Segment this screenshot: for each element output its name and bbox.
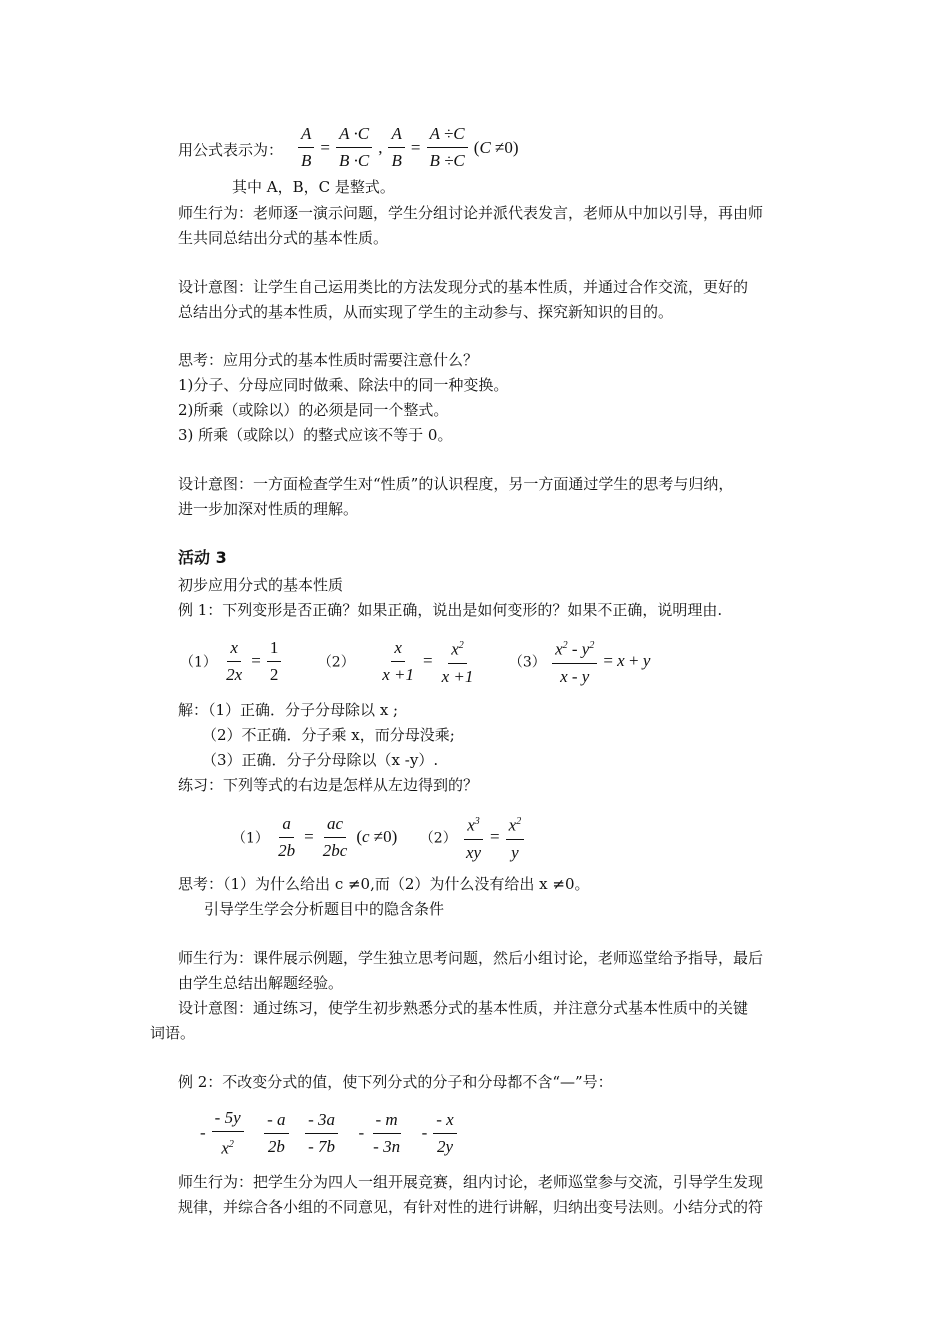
think-2-guide: 引导学生学会分析题目中的隐含条件 xyxy=(204,900,445,918)
think-point-3: 3) 所乘（或除以）的整式应该不等于 0。 xyxy=(178,426,453,444)
think-question: 思考：应用分式的基本性质时需要注意什么？ xyxy=(178,351,479,369)
paragraph-behavior-1-line1: 师生行为：老师逐一演示问题，学生分组讨论并派代表发言，老师从中加以引导，再由师 xyxy=(178,204,764,222)
example-1-prompt: 例 1：下列变形是否正确？如果正确，说出是如何变形的？如果不正确，说明理由. xyxy=(178,601,723,619)
think-point-2: 2)所乘（或除以）的必须是同一个整式。 xyxy=(178,401,449,419)
paragraph-behavior-3-line1: 师生行为：把学生分为四人一组开展竞赛，组内讨论，老师巡堂参与交流，引导学生发现 xyxy=(178,1173,764,1191)
paragraph-intent-3-line2: 词语。 xyxy=(150,1024,196,1042)
example-2-prompt: 例 2：不改变分式的值，使下列分式的分子和分母都不含“—”号： xyxy=(178,1073,613,1091)
example-1-label-1: （1） xyxy=(180,654,217,671)
paragraph-intent-1-line1: 设计意图：让学生自己运用类比的方法发现分式的基本性质，并通过合作交流，更好的 xyxy=(178,278,749,296)
activity-heading: 活动 3 xyxy=(178,548,227,567)
example-2-fractions: - $\frac{- 5y}{x^2}$ $\frac{- a}{2b}$ $\frac{- 3a}{- 7b}$ - $\frac{- m}{- 3n}$ - $\frac{- x}{2y}$ xyxy=(196,1108,459,1159)
solution-1: 解：（1）正确．分子分母除以 x ; xyxy=(178,701,399,719)
formula-intro: 用公式表示为： xyxy=(178,141,284,159)
solution-3: （3）正确．分子分母除以（x -y）. xyxy=(202,751,439,769)
example-1-label-2: （2） xyxy=(317,654,355,671)
paragraph-intent-2-line1: 设计意图：一方面检查学生对“性质”的认识程度，另一方面通过学生的思考与归纳， xyxy=(178,475,734,493)
think-2: 思考：（1）为什么给出 c ≠0,而（2）为什么没有给出 x ≠0。 xyxy=(178,875,590,893)
formula-note: 其中 A，B，C 是整式。 xyxy=(232,178,395,196)
example-1-formulas: （1） $\frac{x}{2x}$ = $\frac{1}{2}$ （2） $\frac{x}{x +1}$ = $\frac{x^2}{x +1}$ （3） $\frac{x^2 - y^2}{x - y}$ = x + y xyxy=(180,637,651,686)
example-1-label-3: （3） xyxy=(508,654,546,671)
think-point-1: 1)分子、分母应同时做乘、除法中的同一种变换。 xyxy=(178,376,509,394)
paragraph-intent-3-line1: 设计意图：通过练习，使学生初步熟悉分式的基本性质，并注意分式基本性质中的关键 xyxy=(178,999,749,1017)
practice-formulas: （1） $\frac{a}{2b}$ = $\frac{ac}{2bc}$ (c ≠0) （2） $\frac{x^3}{xy}$ = $\frac{x^2}{y}$ xyxy=(232,812,526,863)
activity-subtitle: 初步应用分式的基本性质 xyxy=(178,576,344,594)
paragraph-behavior-2-line1: 师生行为：课件展示例题，学生独立思考问题，然后小组讨论，老师巡堂给予指导，最后 xyxy=(178,949,764,967)
practice-label-2: （2） xyxy=(419,830,457,847)
practice-prompt: 练习：下列等式的右边是怎样从左边得到的？ xyxy=(178,776,479,794)
paragraph-behavior-3-line2: 规律，并综合各小组的不同意见，有针对性的进行讲解，归纳出变号法则。小结分式的符 xyxy=(178,1198,764,1216)
solution-2: （2）不正确．分子乘 x，而分母没乘; xyxy=(202,726,455,744)
paragraph-intent-1-line2: 总结出分式的基本性质，从而实现了学生的主动参与、探究新知识的目的。 xyxy=(178,303,674,321)
practice-label-1: （1） xyxy=(232,830,269,847)
paragraph-intent-2-line2: 进一步加深对性质的理解。 xyxy=(178,500,359,518)
paragraph-behavior-1-line2: 生共同总结出分式的基本性质。 xyxy=(178,229,389,247)
fraction-property-formula: $\frac{A}{B}$ = $\frac{A \cdot C}{B \cdot C}$ , $\frac{A}{B}$ = $\frac{A \div C}{B \div C}$ (C ≠0) xyxy=(296,124,523,171)
paragraph-behavior-2-line2: 由学生总结出解题经验。 xyxy=(178,974,344,992)
